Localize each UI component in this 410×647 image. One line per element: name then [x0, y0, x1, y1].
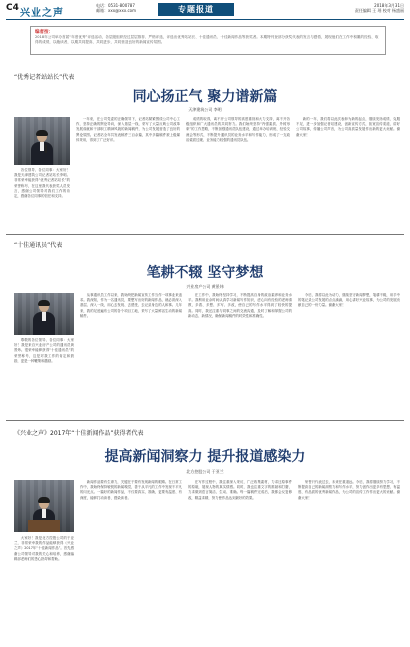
speaker-photo	[14, 480, 74, 532]
story-headline: 笔耕不辍 坚守梦想	[146, 265, 264, 281]
article-column: 荣誉只代表过去，未来任重道远。今后，我将继续努力学习，不断提高自己的新闻洞察力和写作水平，努力创作出更多有思想、有温度、有品质的优秀新闻作品，为公司的宣传工作作出更大的贡献。谢谢大家！	[298, 480, 400, 500]
speaker-photo	[14, 293, 74, 335]
newspaper-logo: 兴业之声	[20, 8, 64, 19]
story-headline: 同心扬正气 聚力谱新篇	[132, 89, 278, 105]
story-tag: “优秀记者站站长”代表	[14, 74, 75, 81]
page-number: C4	[6, 3, 19, 13]
issue-meta	[355, 3, 404, 13]
editor-credits: 责任编辑 王 瑶 校对 杨盛丽	[354, 8, 404, 13]
story-byline: 兴业房产公司 黄景炜	[186, 284, 224, 289]
editor-note	[30, 26, 386, 55]
issue-date: 2018年3月31日	[374, 3, 404, 8]
article-column: 从事通讯员工作以来，我始终把新闻宣传工作当作一项事业来追求。我深知，作为一名通讯员，要想写出好的新闻作品，就必须深入基层、深入一线，用心去发现、去感受、去记录身边的人和事。几年来，我的足迹遍布公司的各个项目工地，采写了大量鲜活生动的新闻稿件。	[80, 293, 182, 318]
editor-note-text: 2018年公司举办首届“年度优秀”评选活动，各层级组织经过层层推荐、严格评选，评选出优秀站站长、十佳通讯员、十佳新闻作品等获奖者。本期特刊登部分获奖代表的发言与感悟，展现他们在工作中积累的经验、取得的成绩，以飨读者，以期共同提高、共同进步，共同营造良好的新闻宣传氛围。	[35, 35, 379, 44]
article-column: 尊敬的各位领导、各位同事：大家好！我是来自兴业房产公司的通讯员黄景炜。很荣幸能够获得“十佳通讯员”的荣誉称号，这是对我工作的肯定和鼓励，更是一种鞭策和激励。	[14, 338, 74, 363]
article-column: 各位领导、各位同事：大家好！我是天津建筑公司记者站站长李明。非常荣幸能获得“优秀记者站站长”的荣誉称号，在这里我代表获奖人员发言，感谢公司领导对我们工作的肯定，感谢各位同事的信任和支持。	[14, 168, 70, 199]
contact-info	[96, 3, 136, 13]
article-column: 一年来，在公司党委的正确领导下，记者站紧紧围绕公司中心工作，坚持正确的舆论导向，深入基层一线，采写了大量反映公司改革发展成就和干部职工精神风貌的新闻稿件，为公司发展营造了良好的舆论氛围。记者站全年共发表稿件三百余篇，其中多篇稿件被上级媒体采用，得到了广泛好评。	[76, 117, 180, 142]
contact-line: 邮箱：xxx@xxx.com	[96, 8, 137, 13]
story-tag: “十佳通讯员”代表	[14, 242, 63, 249]
story-divider	[6, 234, 404, 235]
story-divider	[6, 420, 404, 421]
article-column: 在写作过程中，我注重深入采访，广泛收集素材，力求还原事件的原貌，展现人物的真实情感。同时，我也注重文字的推敲和打磨，力求做到语言简洁、生动、准确。每一篇稿件完成后，我都会反复修改，精益求精，努力使作品达到最好的效果。	[188, 480, 292, 500]
article-column: 大家好！我是北方控股公司的于亚兰，非常荣幸我的作品能够获得《兴业之声》2017年“十佳新闻作品”。首先感谢公司领导对我的关心和培养，感谢编辑部老师们的悉心指导和帮助。	[14, 536, 74, 561]
story-byline: 天津建筑公司 李明	[188, 107, 222, 112]
article-column: 成绩的取得，离不开公司领导的高度重视和大力支持，离不开各级组织和广大通讯员的共同努力。我们始终坚持“内强素质、外树形象”的工作思路，不断加强通讯员队伍建设，通过举办培训班、经验交流会等形式，不断提升通讯员的业务水平和写作能力，形成了一支政治素质过硬、业务能力较强的通讯员队伍。	[186, 117, 290, 142]
speaker-photo	[14, 117, 70, 165]
article-column: 在工作中，我始终坚持学习，不断提高自身的政治素养和业务水平。我利用业余时间认真学习新闻写作知识，虚心向有经验的老师请教，多看、多想、多写、多改，使自己的写作水平得到了较快的提高。同时，我还注重与同事之间的交流沟通，及时了解和掌握公司的新动态、新情况，确保新闻稿件的时效性和准确性。	[188, 293, 292, 318]
section-tag: 专题报道	[158, 3, 234, 16]
editor-note-label: 编者按：	[35, 30, 53, 35]
article-column: 今后，我将以此为动力，继续坚守新闻梦想，笔耕不辍，用手中的笔记录公司发展的点点滴滴，用心讲好兴业故事，为公司的发展贡献自己的一份力量。谢谢大家！	[298, 293, 400, 308]
article-column: 新的一年，我们将以此次表彰为新的起点，继续发扬成绩、克服不足，进一步加强记者站建设，创新宣传方式，拓宽宣传渠道，讲好公司故事，传播公司声音，为公司高质量发展作出新的更大贡献。谢谢大家！	[296, 117, 400, 137]
masthead-rule	[6, 19, 404, 20]
story-byline: 北方控股公司 于亚兰	[186, 469, 224, 474]
article-column: 新闻作品要有生命力，关键在于要有发现新闻的眼睛。在日常工作中，我始终保持敏锐的新闻嗅觉，善于从平凡的工作中发现不平凡的闪光点。一篇好的新闻作品，不仅要真实、准确，更要有温度、有深度，能够打动读者、感染读者。	[80, 480, 182, 500]
story-headline: 提高新闻洞察力 提升报道感染力	[104, 449, 306, 465]
story-tag: 《兴业之声》2017年“十佳新闻作品”获得者代表	[14, 430, 144, 437]
masthead	[0, 0, 410, 20]
contact-line: 电话：0531-800787	[96, 3, 135, 8]
